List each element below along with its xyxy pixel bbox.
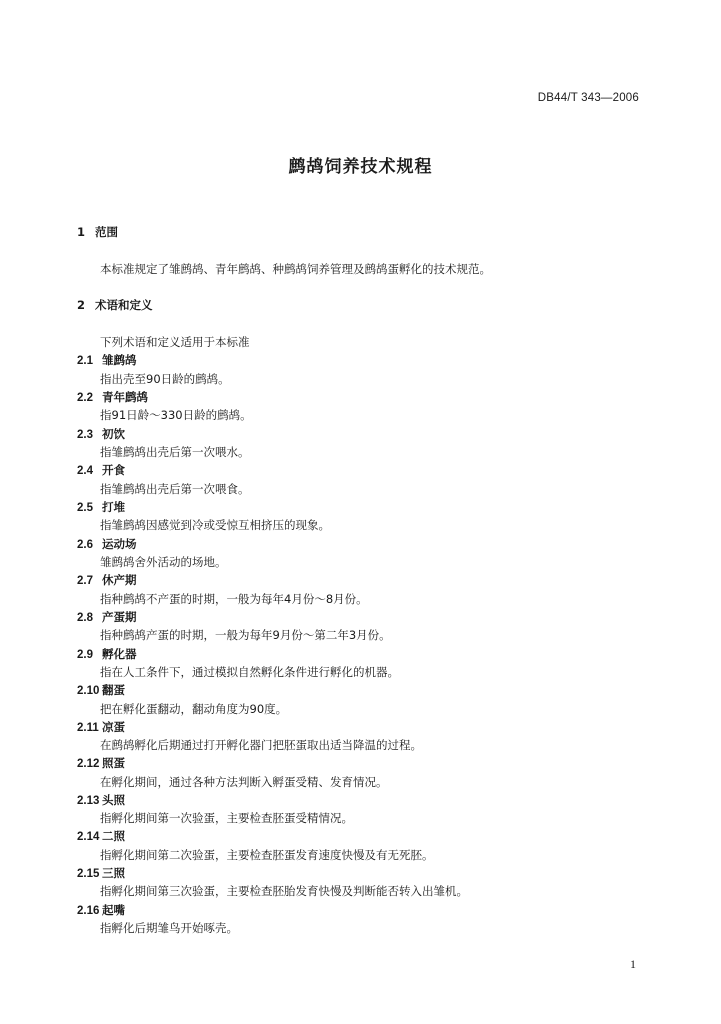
term-name: 雏鹧鸪 [102, 353, 137, 367]
section-number: 2 [77, 298, 86, 312]
term-name: 三照 [102, 866, 125, 880]
term-definition: 指雏鹧鸪出壳后第一次喂水。 [100, 445, 250, 459]
term-name: 翻蛋 [102, 683, 125, 697]
term-name: 打堆 [102, 500, 125, 514]
scope-paragraph: 本标准规定了雏鹧鸪、青年鹧鸪、种鹧鸪饲养管理及鹧鸪蛋孵化的技术规范。 [100, 262, 491, 276]
section-title: 范围 [95, 225, 118, 239]
term-name: 凉蛋 [102, 720, 125, 734]
term-definition: 指孵化后期雏鸟开始啄壳。 [100, 921, 238, 935]
term-number: 2.6 [77, 539, 93, 551]
term-definition: 雏鹧鸪舍外活动的场地。 [100, 555, 227, 569]
term-number: 2.9 [77, 649, 93, 661]
terms-intro: 下列术语和定义适用于本标准 [100, 335, 250, 349]
term-definition: 把在孵化蛋翻动，翻动角度为90度。 [100, 702, 288, 716]
term-definition: 指雏鹧鸪出壳后第一次喂食。 [100, 482, 250, 496]
section-number: 1 [77, 225, 86, 239]
term-number: 2.5 [77, 502, 93, 514]
term-number: 2.11 [77, 722, 99, 734]
term-name: 孵化器 [102, 647, 137, 661]
term-definition: 在孵化期间，通过各种方法判断入孵蛋受精、发育情况。 [100, 775, 388, 789]
term-entry [77, 865, 125, 881]
term-entry [77, 609, 137, 625]
standard-code: DB44/T 343—2006 [537, 92, 639, 104]
term-entry [77, 755, 125, 771]
term-definition: 指雏鹧鸪因感觉到冷或受惊互相挤压的现象。 [100, 518, 330, 532]
term-number: 2.1 [77, 355, 93, 367]
term-name: 头照 [102, 793, 125, 807]
term-name: 休产期 [102, 573, 137, 587]
term-number: 2.10 [77, 685, 100, 697]
term-definition: 指孵化期间第二次验蛋，主要检查胚蛋发育速度快慢及有无死胚。 [100, 848, 434, 862]
term-entry [77, 499, 125, 515]
term-number: 2.15 [77, 868, 100, 880]
term-entry [77, 536, 137, 552]
term-number: 2.13 [77, 795, 100, 807]
term-definition: 指种鹧鸪产蛋的时期，一般为每年9月份～第二年3月份。 [100, 628, 391, 642]
term-definition: 指出壳至90日龄的鹧鸪。 [100, 372, 230, 386]
term-entry [77, 828, 125, 844]
term-entry [77, 792, 125, 808]
term-number: 2.14 [77, 831, 100, 843]
term-number: 2.2 [77, 392, 93, 404]
term-name: 照蛋 [102, 756, 125, 770]
term-entry [77, 719, 125, 735]
term-number: 2.12 [77, 758, 100, 770]
term-number: 2.3 [77, 429, 93, 441]
term-entry [77, 426, 125, 442]
term-number: 2.16 [77, 905, 100, 917]
term-definition: 指在人工条件下，通过模拟自然孵化条件进行孵化的机器。 [100, 665, 399, 679]
term-name: 二照 [102, 829, 125, 843]
section-title: 术语和定义 [95, 298, 153, 312]
term-entry [77, 572, 137, 588]
term-definition: 指孵化期间第一次验蛋，主要检查胚蛋受精情况。 [100, 811, 353, 825]
term-definition: 指孵化期间第三次验蛋，主要检查胚胎发育快慢及判断能否转入出雏机。 [100, 884, 468, 898]
section-heading-scope [77, 224, 118, 240]
term-entry [77, 389, 148, 405]
term-definition: 指91日龄～330日龄的鹧鸪。 [100, 408, 252, 422]
term-entry [77, 682, 125, 698]
term-name: 初饮 [102, 427, 125, 441]
term-number: 2.4 [77, 465, 93, 477]
term-entry [77, 646, 137, 662]
term-name: 产蛋期 [102, 610, 137, 624]
term-entry [77, 462, 125, 478]
term-name: 运动场 [102, 537, 137, 551]
page-number: 1 [630, 957, 636, 971]
term-name: 开食 [102, 463, 125, 477]
section-heading-terms [77, 297, 153, 313]
term-definition: 指种鹧鸪不产蛋的时期，一般为每年4月份～8月份。 [100, 592, 368, 606]
term-name: 起嘴 [102, 903, 125, 917]
term-definition: 在鹧鸪孵化后期通过打开孵化器门把胚蛋取出适当降温的过程。 [100, 738, 422, 752]
document-title: 鹧鸪饲养技术规程 [288, 157, 433, 177]
term-name: 青年鹧鸪 [102, 390, 148, 404]
term-entry [77, 902, 125, 918]
term-number: 2.8 [77, 612, 93, 624]
term-number: 2.7 [77, 575, 93, 587]
term-entry [77, 352, 137, 368]
